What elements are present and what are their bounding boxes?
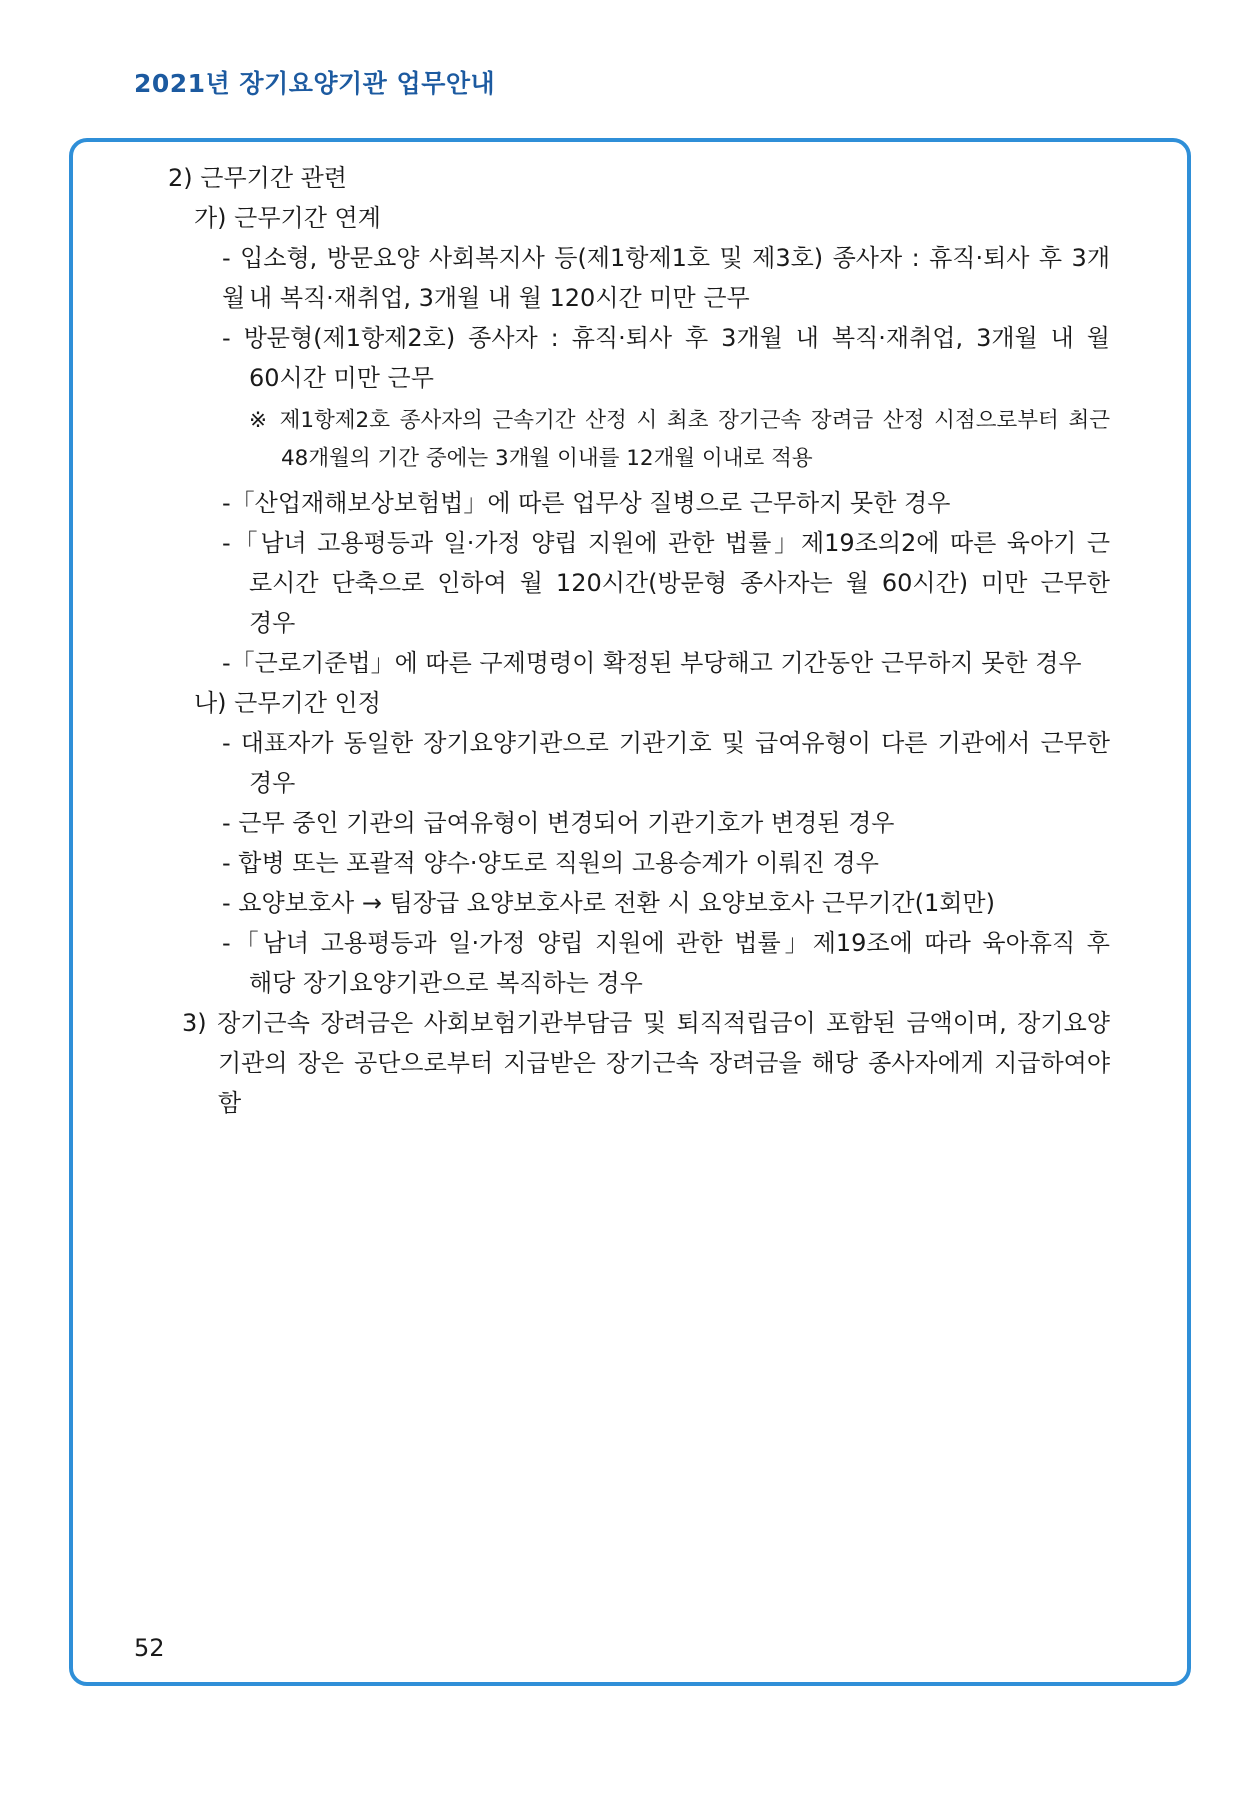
list-item: - 입소형, 방문요양 사회복지사 등(제1항제1호 및 제3호) 종사자 : 휴직·퇴사 후 3개월 [222, 244, 1110, 312]
reference-note: ※ 제1항제2호 종사자의 근속기간 산정 시 최초 장기근속 장려금 산정 시점으로부터 최근 [249, 408, 1110, 433]
reference-note-continuation: 48개월의 기간 중에는 3개월 이내를 12개월 이내로 적용 [281, 446, 813, 471]
list-item-continuation: 로시간 단축으로 인하여 월 120시간(방문형 종사자는 월 60시간) 미만 근무한 [249, 569, 1110, 597]
list-item: - 방문형(제1항제2호) 종사자 : 휴직·퇴사 후 3개월 내 복직·재취업, 3개월 내 월 [222, 324, 1110, 352]
document-header-title: 2021년 장기요양기관 업무안내 [134, 69, 496, 98]
list-item: - 근무 중인 기관의 급여유형이 변경되어 기관기호가 변경된 경우 [222, 809, 895, 837]
subsection-na-title: 나) 근무기간 인정 [194, 689, 381, 717]
list-item: - 요양보호사 → 팀장급 요양보호사로 전환 시 요양보호사 근무기간(1회만) [222, 889, 995, 917]
list-item: -「남녀 고용평등과 일·가정 양립 지원에 관한 법률」제19조의2에 따른 육아기 근 [222, 529, 1110, 557]
list-item: - 합병 또는 포괄적 양수·양도로 직원의 고용승계가 이뤄진 경우 [222, 849, 879, 877]
list-item-continuation: 내 복직·재취업, 3개월 내 월 120시간 미만 근무 [249, 284, 750, 312]
list-item-continuation: 경우 [249, 609, 296, 637]
list-item: -「산업재해보상보험법」에 따른 업무상 질병으로 근무하지 못한 경우 [222, 489, 951, 517]
list-item: - 대표자가 동일한 장기요양기관으로 기관기호 및 급여유형이 다른 기관에서 근무한 [222, 729, 1110, 757]
list-item-continuation: 해당 장기요양기관으로 복직하는 경우 [249, 969, 643, 997]
section-3-paragraph-continuation: 기관의 장은 공단으로부터 지급받은 장기근속 장려금을 해당 종사자에게 지급하여야 함 [218, 1049, 1110, 1117]
list-item: -「남녀 고용평등과 일·가정 양립 지원에 관한 법률」제19조에 따라 육아휴직 후 [222, 929, 1110, 957]
list-item-continuation: 경우 [249, 769, 296, 797]
section-3-paragraph: 3) 장기근속 장려금은 사회보험기관부담금 및 퇴직적립금이 포함된 금액이며, 장기요양 [182, 1009, 1110, 1037]
list-item: -「근로기준법」에 따른 구제명령이 확정된 부당해고 기간동안 근무하지 못한 경우 [222, 649, 1082, 677]
page-number: 52 [134, 1634, 165, 1662]
list-item-continuation: 60시간 미만 근무 [249, 364, 434, 392]
section-2-title: 2) 근무기간 관련 [168, 164, 347, 192]
subsection-ga-title: 가) 근무기간 연계 [194, 204, 381, 232]
